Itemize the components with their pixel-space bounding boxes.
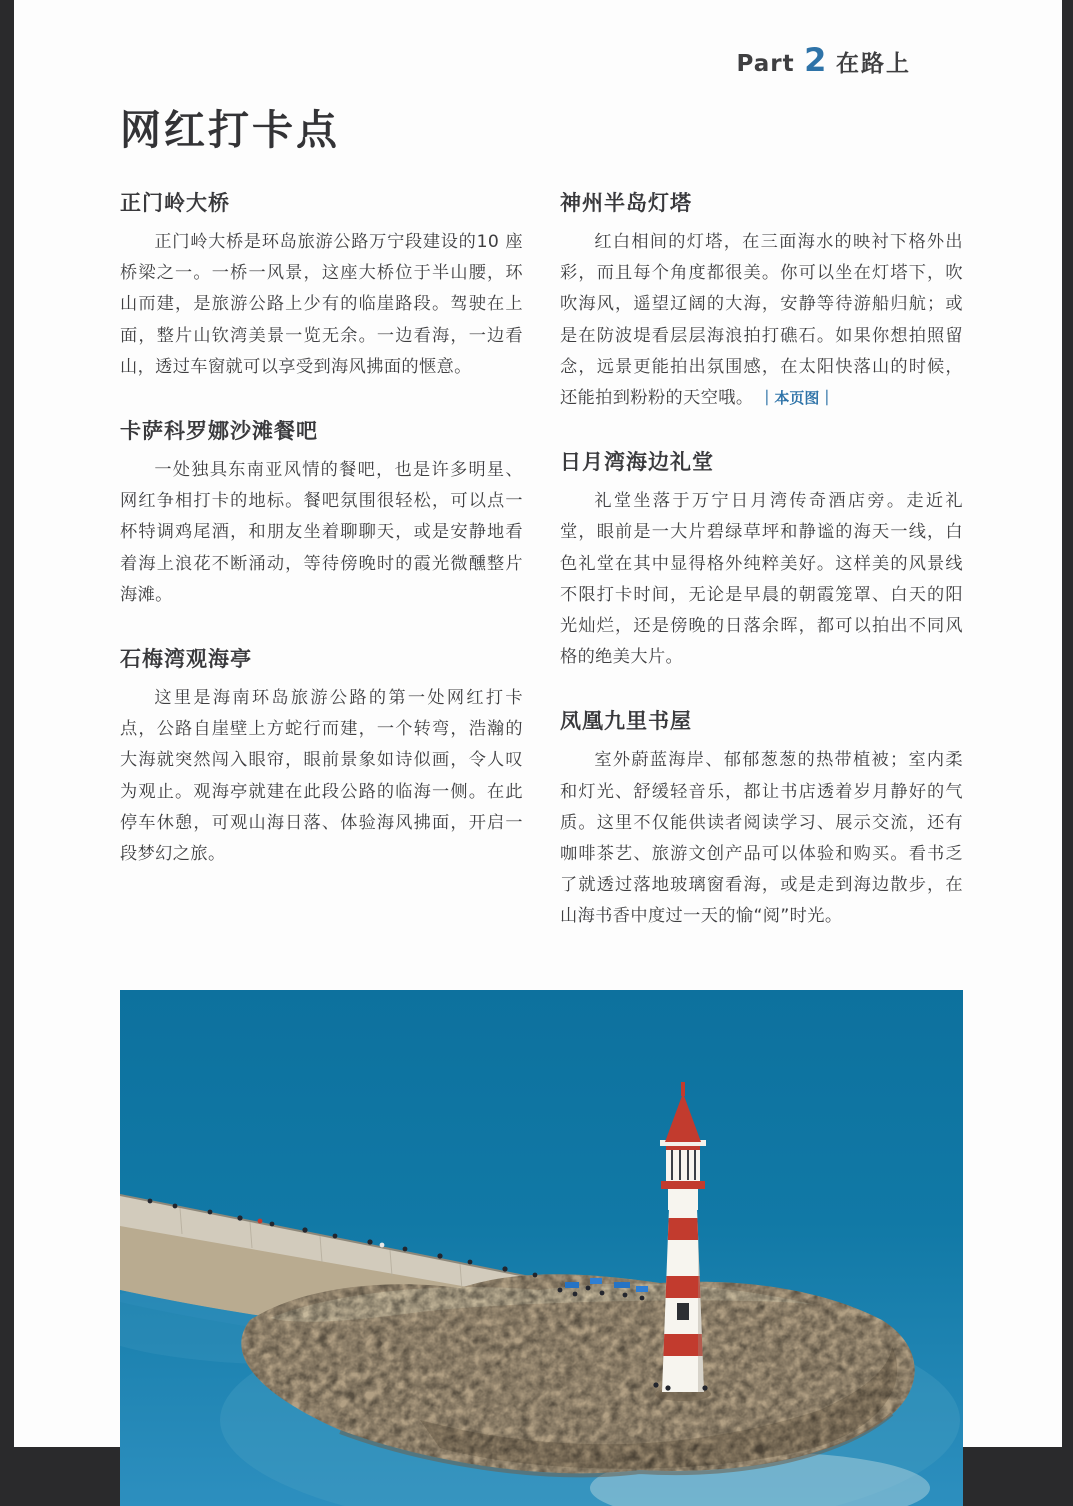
page-title: 网红打卡点	[120, 106, 340, 154]
section-zhengmenling-bridge	[120, 188, 523, 383]
magazine-page	[14, 0, 1062, 1447]
section-shenzhou-lighthouse	[560, 188, 963, 414]
section-heading: 日月湾海边礼堂	[560, 450, 714, 475]
section-body: 礼堂坐落于万宁日月湾传奇酒店旁。走近礼堂，眼前是一大片碧绿草坪和静谧的海天一线，白色礼堂在其中显得格外纯粹美好。这样美的风景线不限打卡时间，无论是早晨的朝霞笼罩、白天的阳光灿烂，还是傍晚的日落余晖，都可以拍出不同风格的绝美大片。	[560, 491, 963, 668]
section-heading: 凤凰九里书屋	[560, 709, 692, 734]
part-label: Part	[736, 51, 795, 77]
section-body: 这里是海南环岛旅游公路的第一处网红打卡点，公路自崖壁上方蛇行而建，一个转弯，浩瀚的大海就突然闯入眼帘，眼前景象如诗似画，令人叹为观止。观海亭就建在此段公路的临海一侧。在此停车休憩，可观山海日落、体验海风拂面，开启一段梦幻之旅。	[120, 688, 523, 865]
right-column	[560, 188, 963, 966]
section-heading: 正门岭大桥	[120, 191, 230, 215]
lighthouse-breakwater-photo	[120, 990, 963, 1506]
section-body: 室外蔚蓝海岸、郁郁葱葱的热带植被；室内柔和灯光、舒缓轻音乐，都让书店透着岁月静好的气质。这里不仅能供读者阅读学习、展示交流，还有咖啡茶艺、旅游文创产品可以体验和购买。看书乏了就透过落地玻璃窗看海，或是走到海边散步，在山海书香中度过一天的愉“阅”时光。	[560, 750, 963, 927]
section-fenghuang-jiuli-bookstore	[560, 706, 963, 932]
section-shimeiwan-pavilion	[120, 644, 523, 870]
part-title: 在路上	[836, 51, 911, 77]
page-header	[120, 0, 963, 82]
photo-credit-tag: ｜本页图｜	[759, 389, 835, 408]
section-body: 一处独具东南亚风情的餐吧，也是许多明星、网红争相打卡的地标。餐吧氛围很轻松，可以点一杯特调鸡尾酒，和朋友坐着聊聊天，或是安静地看着海上浪花不断涌动，等待傍晚时的霞光微醺整片海滩。	[120, 460, 523, 605]
left-column	[120, 188, 523, 966]
two-column-layout	[120, 188, 963, 966]
section-heading: 石梅湾观海亭	[120, 647, 252, 672]
section-heading: 神州半岛灯塔	[560, 191, 692, 215]
section-body: 正门岭大桥是环岛旅游公路万宁段建设的10 座桥梁之一。一桥一风景，这座大桥位于半山腰，环山而建，是旅游公路上少有的临崖路段。驾驶在上面，整片山钦湾美景一览无余。一边看海，一边看山，透过车窗就可以享受到海风拂面的惬意。	[120, 232, 523, 377]
section-body: 红白相间的灯塔，在三面海水的映衬下格外出彩，而且每个角度都很美。你可以坐在灯塔下，吹吹海风，遥望辽阔的大海，安静等待游船归航；或是在防波堤看层层海浪拍打礁石。如果你想拍照留念，远景更能拍出氛围感，在太阳快落山的时候，还能拍到粉粉的天空哦。 ｜本页图｜	[560, 232, 963, 409]
section-heading: 卡萨科罗娜沙滩餐吧	[120, 419, 318, 444]
section-riyuewan-chapel	[560, 447, 963, 673]
section-casacorona-beach-bar	[120, 416, 523, 611]
part-number: 2	[804, 41, 827, 79]
